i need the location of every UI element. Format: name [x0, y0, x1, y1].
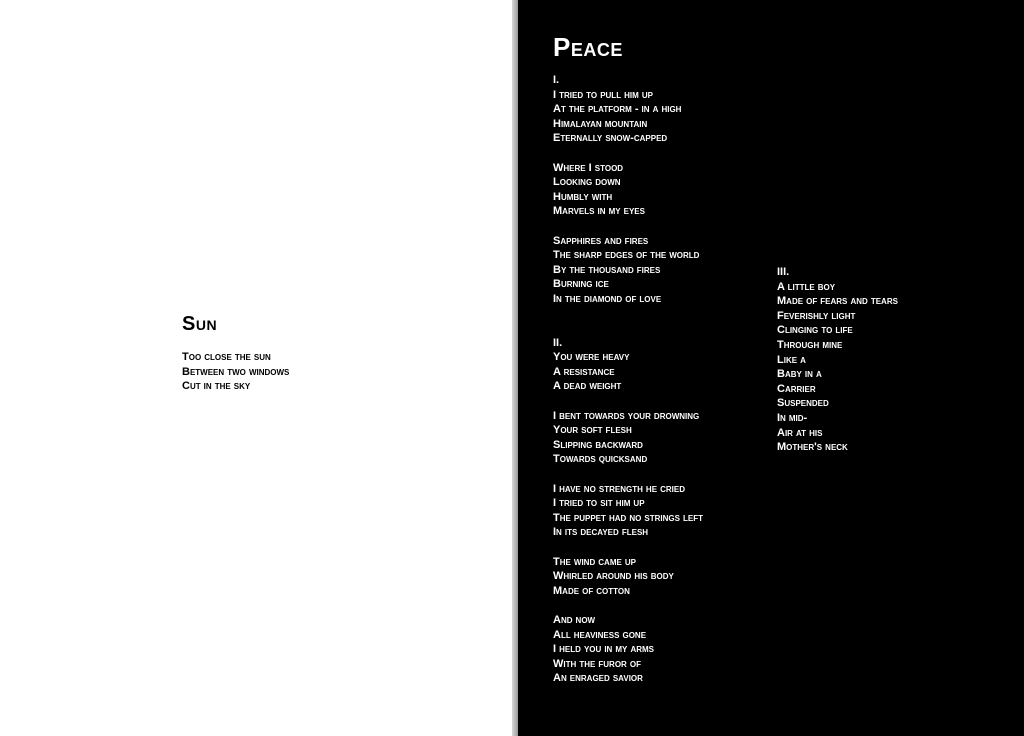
poem-line: A resistance	[553, 365, 615, 378]
poem-line: Slipping backward	[553, 438, 643, 451]
poem-line: Clinging to life	[777, 324, 853, 337]
poem-line: Burning ice	[553, 278, 609, 291]
poem-line: The puppet had no strings left	[553, 511, 704, 524]
peace-poem-title: Peace	[553, 32, 623, 62]
poem-line: Through mine	[777, 338, 843, 351]
poem-line: Marvels in my eyes	[553, 205, 645, 218]
stanza-break	[553, 598, 703, 613]
poem-line: I tried to sit him up	[553, 497, 645, 510]
poem-line: At the platform - in a high	[553, 103, 682, 116]
poem-line: Baby in a	[777, 368, 822, 381]
section-break	[553, 307, 703, 322]
section-3-lines	[777, 280, 898, 455]
sun-poem	[182, 312, 289, 394]
section-3-heading: III.	[777, 266, 790, 278]
poem-line: By the thousand fires	[553, 263, 661, 276]
peace-column-2	[777, 265, 898, 455]
poem-line: Mother's neck	[777, 441, 848, 454]
poem-line: Where I stood	[553, 161, 624, 174]
sun-poem-lines	[182, 350, 289, 394]
sun-poem-title: Sun	[182, 313, 218, 335]
stanza-break	[553, 219, 703, 234]
stanza-break	[553, 467, 703, 482]
section-2-heading: II.	[553, 336, 563, 349]
poem-line: In mid-	[777, 411, 808, 424]
section-break	[553, 321, 703, 336]
poem-line: A dead weight	[553, 380, 622, 393]
poem-line: Made of fears and tears	[777, 295, 898, 308]
poem-line: Himalayan mountain	[553, 117, 648, 130]
poem-line: I bent towards your drowning	[553, 409, 700, 422]
poem-line: Carrier	[777, 382, 816, 395]
section-1-lines	[553, 88, 703, 307]
poem-line: Looking down	[553, 176, 621, 189]
poem-line: I have no strength he cried	[553, 482, 685, 495]
poem-line: Air at his	[777, 426, 823, 439]
poem-line: Cut in the sky	[182, 380, 251, 393]
poem-line: A little boy	[777, 280, 836, 293]
poem-line: Humbly with	[553, 190, 613, 203]
poem-line: I tried to pull him up	[553, 88, 653, 101]
poem-line: Too close the sun	[182, 351, 271, 363]
poem-line: Your soft flesh	[553, 424, 632, 437]
poem-line: And now	[553, 613, 596, 626]
poem-line: Feverishly light	[777, 309, 856, 322]
stanza-break	[553, 540, 703, 555]
poem-line: All heaviness gone	[553, 628, 647, 641]
section-1-heading: I.	[553, 74, 560, 86]
section-2-lines	[553, 350, 703, 686]
poem-line: Whirled around his body	[553, 570, 674, 583]
stanza-break	[553, 146, 703, 161]
stanza-break	[553, 394, 703, 409]
poem-line: The sharp edges of the world	[553, 249, 700, 262]
poem-line: Eternally snow-capped	[553, 132, 668, 145]
poem-line: Between two windows	[182, 365, 290, 378]
poem-line: With the furor of	[553, 657, 641, 670]
poem-line: Made of cotton	[553, 584, 630, 597]
poem-line: Sapphires and fires	[553, 234, 649, 247]
poem-line: I held you in my arms	[553, 643, 655, 656]
poem-line: You were heavy	[553, 351, 630, 364]
poem-line: In the diamond of love	[553, 292, 662, 305]
poem-line: The wind came up	[553, 555, 636, 568]
poem-line: Towards quicksand	[553, 453, 648, 466]
poem-line: Suspended	[777, 397, 829, 410]
peace-column-1	[553, 73, 703, 686]
poem-line: An enraged savior	[553, 672, 643, 685]
poem-line: Like a	[777, 353, 806, 366]
poem-line: In its decayed flesh	[553, 526, 649, 539]
